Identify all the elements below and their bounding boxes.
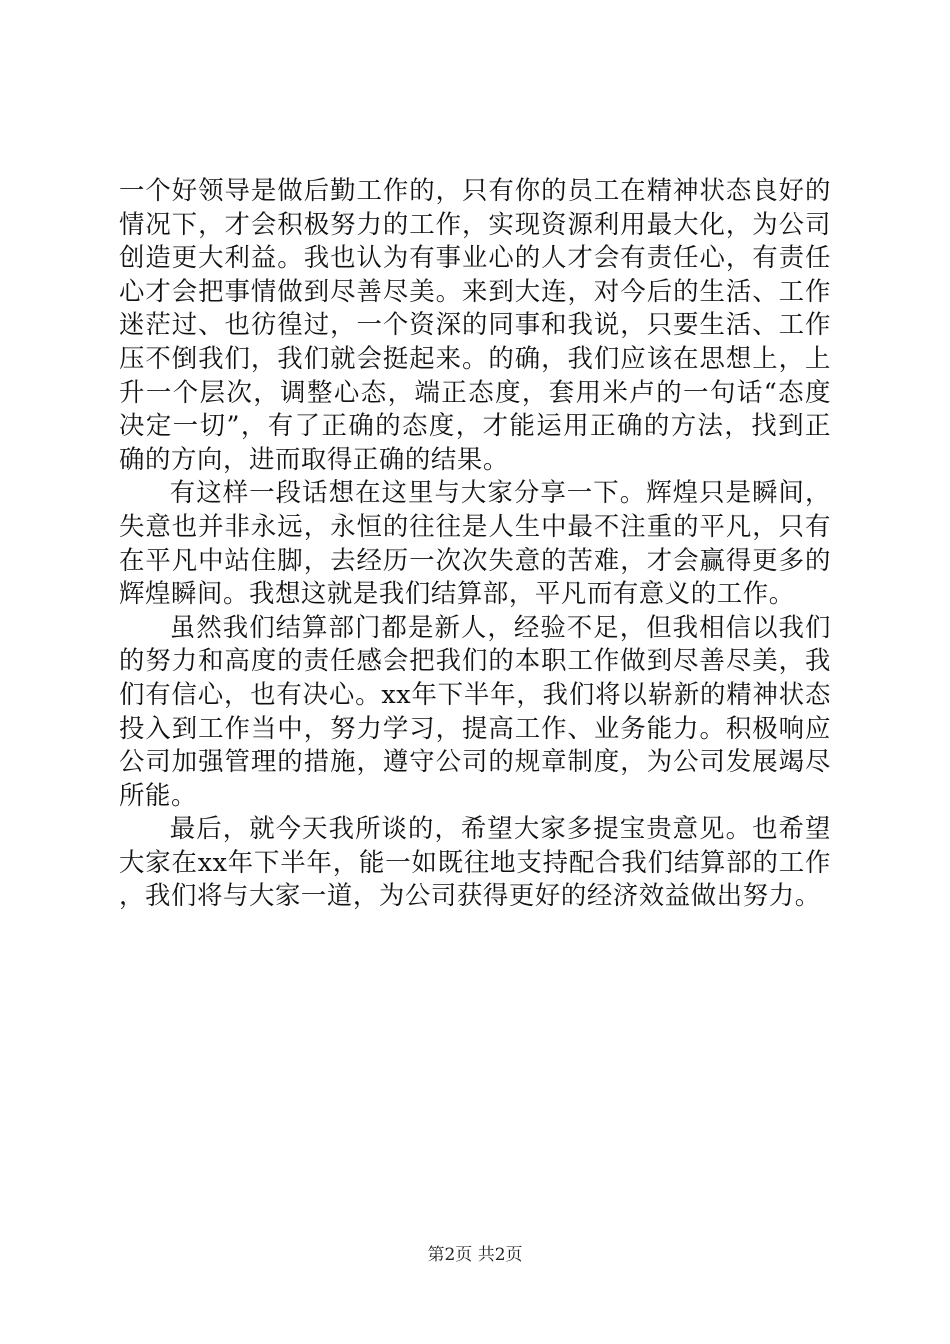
page-number-footer: 第2页 共2页: [427, 1245, 523, 1265]
paragraph-2: 有这样一段话想在这里与大家分享一下。辉煌只是瞬间，失意也并非永远，永恒的往往是人生中最不注重的平凡，只有在平凡中站住脚，去经历一次次失意的苦难，才会赢得更多的辉煌瞬间。我想这就是我们结算部，平凡而有意义的工作。: [119, 477, 831, 609]
document-body: [119, 174, 831, 913]
paragraph-3: 虽然我们结算部门都是新人，经验不足，但我相信以我们的努力和高度的责任感会把我们的本职工作做到尽善尽美，我们有信心，也有决心。xx年下半年，我们将以崭新的精神状态投入到工作当中，努力学习，提高工作、业务能力。积极响应公司加强管理的措施，遵守公司的规章制度，为公司发展竭尽所能。: [119, 611, 831, 810]
paragraph-1: 一个好领导是做后勤工作的，只有你的员工在精神状态良好的情况下，才会积极努力的工作，实现资源利用最大化，为公司创造更大利益。我也认为有事业心的人才会有责任心，有责任心才会把事情做到尽善尽美。来到大连，对今后的生活、工作迷茫过、也彷徨过，一个资深的同事和我说，只要生活、工作压不倒我们，我们就会挺起来。的确，我们应该在思想上，上升一个层次，调整心态，端正态度，套用米卢的一句话“态度决定一切”，有了正确的态度，才能运用正确的方法，找到正确的方向，进而取得正确的结果。: [119, 175, 831, 474]
paragraph-4: 最后，就今天我所谈的，希望大家多提宝贵意见。也希望大家在xx年下半年，能一如既往地支持配合我们结算部的工作，我们将与大家一道，为公司获得更好的经济效益做出努力。: [119, 813, 831, 911]
